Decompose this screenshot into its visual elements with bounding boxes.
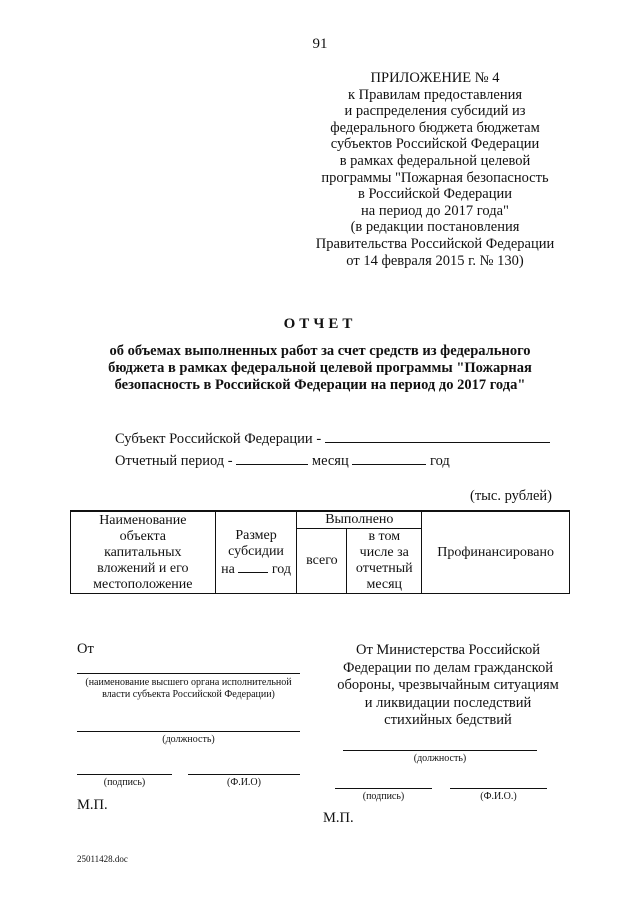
units-label: (тыс. рублей) — [470, 488, 552, 504]
report-table — [70, 510, 570, 594]
year-label: год — [429, 453, 450, 469]
ministry-line: и ликвидации последствий — [364, 694, 532, 711]
appendix-line: к Правилам предоставления — [347, 86, 523, 103]
left-name-line[interactable] — [188, 774, 300, 775]
ministry-line: Федерации по делам гражданской — [342, 659, 553, 676]
right-position-caption: (должность) — [413, 753, 467, 764]
appendix-line: в Российской Федерации — [357, 186, 513, 203]
subtitle-line: бюджета в рамках федеральной целевой программы "Пожарная — [108, 360, 532, 376]
header-subsidy-size — [215, 511, 297, 594]
appendix-header — [300, 70, 570, 269]
header-financed: Профинансировано — [422, 511, 570, 594]
header-text: год — [271, 561, 291, 577]
header-text: месяц — [366, 577, 403, 592]
subject-label: Субъект Российской Федерации - — [115, 431, 322, 447]
header-done: Выполнено — [297, 511, 422, 529]
header-text: отчетный — [355, 561, 413, 576]
right-signature-line[interactable] — [335, 788, 432, 789]
header-text: местоположение — [93, 576, 193, 592]
appendix-line: федерального бюджета бюджетам — [330, 119, 540, 136]
appendix-line: субъектов Российской Федерации — [330, 136, 540, 153]
header-text: вложений и его — [97, 560, 189, 576]
ministry-line: обороны, чрезвычайным ситуациям — [337, 677, 559, 693]
subject-field — [115, 429, 550, 448]
appendix-line: от 14 февраля 2015 г. № 130) — [346, 252, 524, 269]
right-stamp-label: М.П. — [323, 810, 354, 826]
from-label: От — [77, 641, 94, 657]
header-text: капитальных — [104, 544, 182, 560]
left-stamp-label: М.П. — [77, 797, 108, 813]
left-signature-line[interactable] — [77, 774, 172, 775]
header-text: объекта — [119, 528, 166, 544]
left-name-caption: (Ф.И.О) — [226, 777, 261, 788]
header-text: Размер — [235, 527, 277, 543]
right-name-line[interactable] — [450, 788, 547, 789]
page-number: 91 — [312, 36, 328, 52]
period-input-line[interactable] — [236, 451, 308, 465]
ministry-line: стихийных бедствий — [384, 712, 512, 728]
appendix-line: ПРИЛОЖЕНИЕ № 4 — [370, 70, 500, 86]
caption-text: (наименование высшего органа исполнительной — [85, 677, 292, 688]
appendix-line: в рамках федеральной целевой — [339, 152, 531, 169]
organ-line[interactable] — [77, 673, 300, 674]
month-label: месяц — [311, 453, 349, 469]
left-position-line[interactable] — [77, 731, 300, 732]
header-done-month — [347, 529, 422, 594]
document-id: 25011428.doc — [77, 854, 128, 864]
left-position-caption: (должность) — [162, 734, 215, 745]
appendix-line: Правительства Российской Федерации — [315, 235, 555, 252]
ministry-block — [318, 642, 578, 730]
header-text: Наименование — [99, 512, 187, 528]
appendix-line: программы "Пожарная безопасность — [321, 169, 549, 186]
header-object-name — [71, 511, 216, 594]
header-text: субсидии — [228, 543, 284, 559]
report-subtitle — [80, 343, 560, 394]
subtitle-line: безопасность в Российской Федерации на период до 2017 года" — [114, 377, 526, 393]
right-name-caption: (Ф.И.О.) — [480, 791, 517, 802]
ministry-line: От Министерства Российской — [355, 642, 540, 658]
year-input-line[interactable] — [352, 451, 426, 465]
header-text: числе за — [359, 545, 409, 560]
header-done-total: всего — [297, 529, 347, 594]
subject-input-line[interactable] — [325, 429, 550, 443]
report-title: ОТЧЕТ — [283, 316, 357, 332]
appendix-line: на период до 2017 года" — [361, 202, 509, 219]
header-text: в том — [368, 529, 401, 544]
period-label: Отчетный период - — [115, 453, 233, 469]
right-signature-caption: (подпись) — [362, 791, 405, 802]
subsidy-year-blank[interactable] — [238, 560, 268, 573]
header-text: на — [221, 561, 235, 577]
right-position-line[interactable] — [343, 750, 537, 751]
subtitle-line: об объемах выполненных работ за счет средств из федерального — [109, 343, 531, 359]
appendix-line: и распределения субсидий из — [344, 103, 526, 120]
period-field — [115, 451, 450, 470]
left-signature-caption: (подпись) — [103, 777, 146, 788]
caption-text: власти субъекта Российской Федерации) — [102, 689, 275, 700]
appendix-line: (в редакции постановления — [350, 219, 520, 236]
organ-caption — [77, 677, 300, 701]
